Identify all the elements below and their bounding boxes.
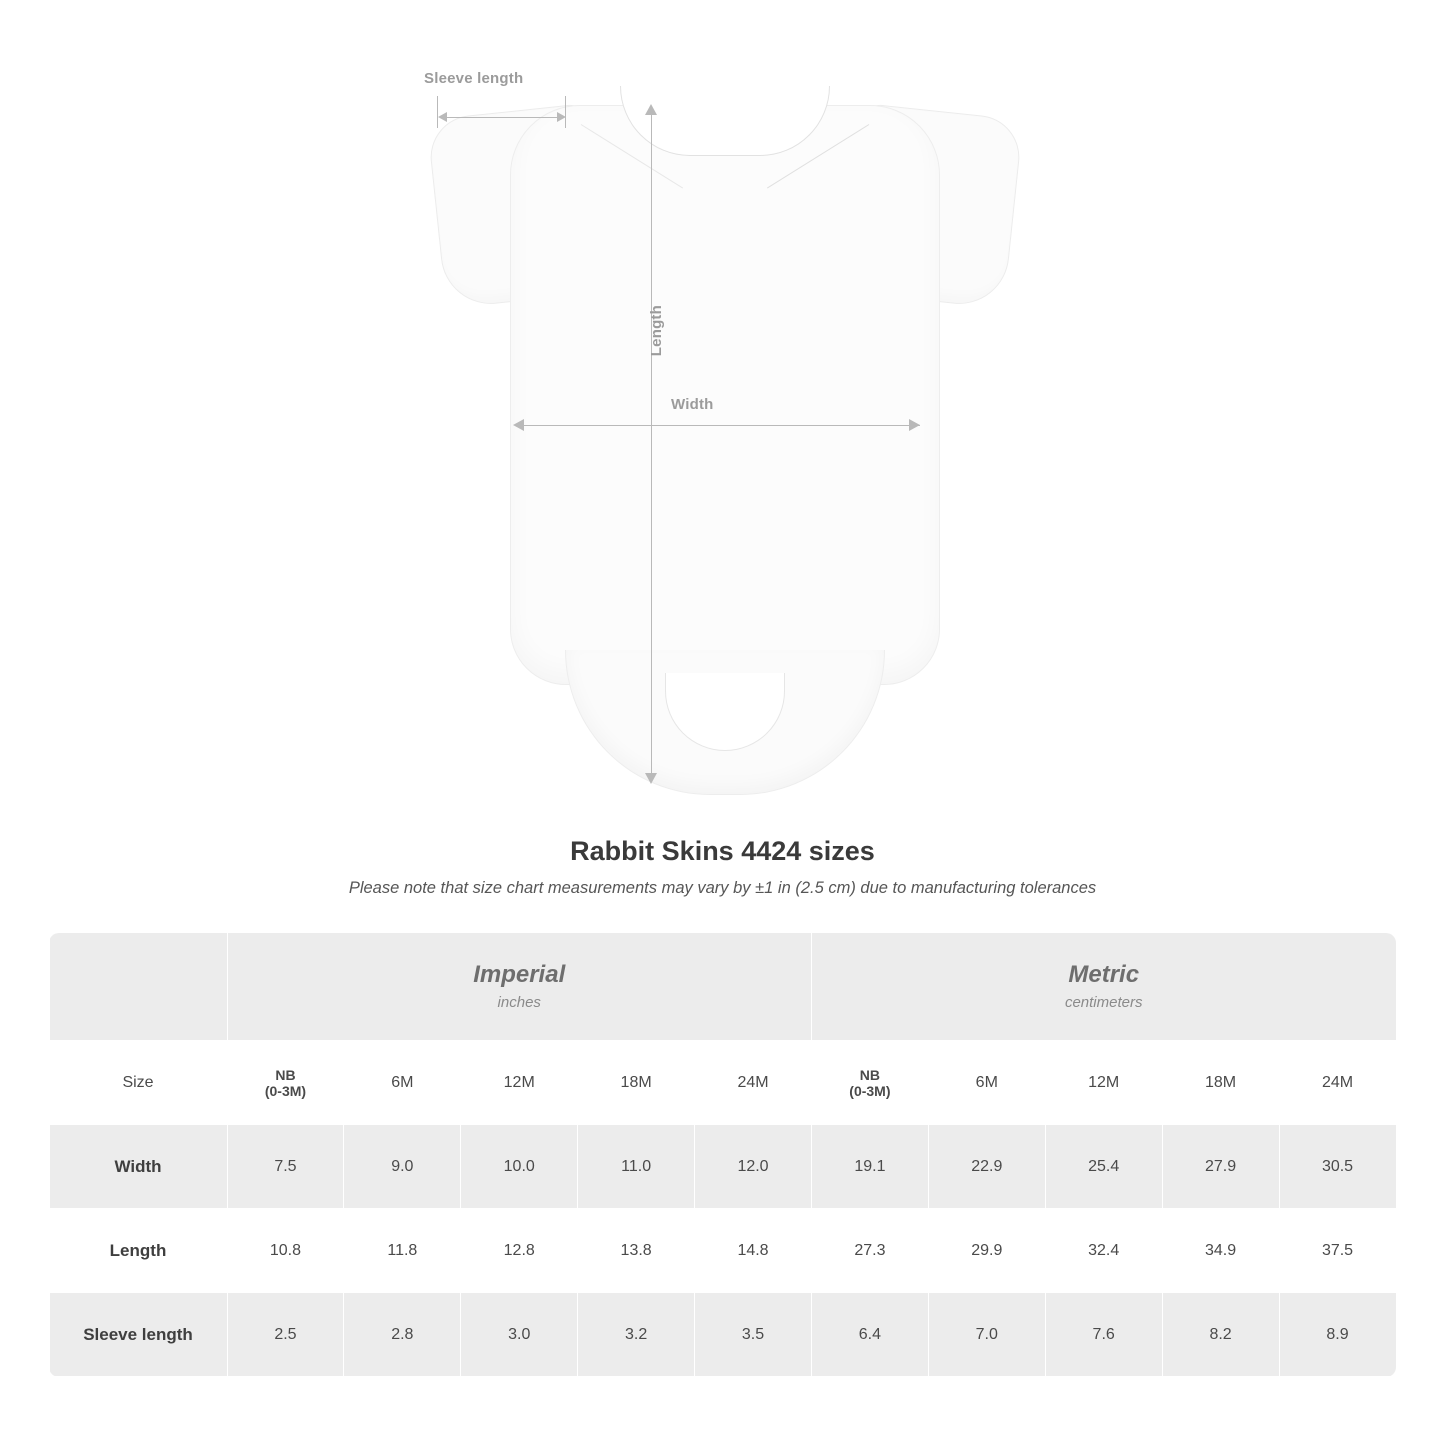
table-row — [49, 1293, 1396, 1377]
column-header-row — [49, 1041, 1396, 1125]
cell-length-0: 10.8 — [227, 1209, 344, 1293]
header-col-5 — [811, 1041, 928, 1125]
unit-group-imperial — [227, 933, 811, 1041]
row-measure-sleeve-length: Sleeve length — [49, 1293, 227, 1377]
cell-sleeve-4: 3.5 — [695, 1293, 812, 1377]
cell-width-9: 30.5 — [1279, 1125, 1396, 1209]
unit-group-imperial-sub: inches — [497, 993, 541, 1011]
cell-length-7: 32.4 — [1045, 1209, 1162, 1293]
width-measure-line — [520, 425, 920, 426]
cell-length-3: 13.8 — [578, 1209, 695, 1293]
cell-width-3: 11.0 — [578, 1125, 695, 1209]
cell-sleeve-8: 8.2 — [1162, 1293, 1279, 1377]
cell-width-0: 7.5 — [227, 1125, 344, 1209]
header-col-9: 24M — [1279, 1041, 1396, 1125]
unit-group-metric — [811, 933, 1396, 1041]
cell-width-1: 9.0 — [344, 1125, 461, 1209]
header-col-0-label: NB — [275, 1066, 296, 1083]
cell-length-2: 12.8 — [461, 1209, 578, 1293]
header-col-6: 6M — [928, 1041, 1045, 1125]
row-measure-length: Length — [49, 1209, 227, 1293]
width-arrow-left-icon — [513, 419, 524, 431]
header-col-8: 18M — [1162, 1041, 1279, 1125]
unit-group-spacer — [49, 933, 227, 1041]
header-col-5-sublabel: (0-3M) — [849, 1082, 891, 1099]
unit-group-metric-sub: centimeters — [1064, 993, 1143, 1011]
sleeve-arrow-left-icon — [438, 112, 447, 122]
header-size-label: Size — [49, 1041, 227, 1125]
header-col-0 — [227, 1041, 344, 1125]
cell-sleeve-2: 3.0 — [461, 1293, 578, 1377]
cell-sleeve-0: 2.5 — [227, 1293, 344, 1377]
tolerance-note: Please note that size chart measurements may vary by ±1 in (2.5 cm) due to manufacturing tolerances — [348, 879, 1097, 897]
cell-length-4: 14.8 — [695, 1209, 812, 1293]
sleeve-length-label: Sleeve length — [424, 70, 524, 87]
header-col-0-sublabel: (0-3M) — [264, 1082, 307, 1099]
cell-sleeve-1: 2.8 — [344, 1293, 461, 1377]
unit-group-metric-name: Metric — [1068, 961, 1140, 989]
cell-width-8: 27.9 — [1162, 1125, 1279, 1209]
unit-group-row — [49, 933, 1396, 1041]
cell-width-4: 12.0 — [695, 1125, 812, 1209]
sleeve-arrow-right-icon — [557, 112, 566, 122]
chart-caption — [0, 836, 1445, 898]
table-row — [49, 1125, 1396, 1209]
page-title: Rabbit Skins 4424 sizes — [570, 836, 875, 866]
cell-width-6: 22.9 — [928, 1125, 1045, 1209]
size-chart-table — [49, 932, 1397, 1377]
sleeve-measure-line — [440, 117, 564, 118]
cell-length-1: 11.8 — [344, 1209, 461, 1293]
length-arrow-up-icon — [645, 104, 657, 115]
length-arrow-down-icon — [645, 773, 657, 784]
cell-length-6: 29.9 — [928, 1209, 1045, 1293]
unit-group-imperial-name: Imperial — [473, 961, 566, 989]
cell-sleeve-7: 7.6 — [1045, 1293, 1162, 1377]
header-col-4: 24M — [695, 1041, 812, 1125]
table-row — [49, 1209, 1396, 1293]
cell-length-8: 34.9 — [1162, 1209, 1279, 1293]
cell-sleeve-3: 3.2 — [578, 1293, 695, 1377]
width-arrow-right-icon — [909, 419, 920, 431]
width-label: Width — [671, 396, 714, 413]
header-col-3: 18M — [578, 1041, 695, 1125]
bodysuit-graphic — [430, 95, 1020, 785]
size-chart-table-wrapper — [49, 932, 1397, 1377]
header-col-7: 12M — [1045, 1041, 1162, 1125]
cell-sleeve-5: 6.4 — [811, 1293, 928, 1377]
cell-sleeve-6: 7.0 — [928, 1293, 1045, 1377]
row-measure-width: Width — [49, 1125, 227, 1209]
cell-width-7: 25.4 — [1045, 1125, 1162, 1209]
header-col-2: 12M — [461, 1041, 578, 1125]
cell-width-5: 19.1 — [811, 1125, 928, 1209]
length-measure-line — [651, 110, 652, 780]
cell-length-9: 37.5 — [1279, 1209, 1396, 1293]
bodysuit-body-shape — [510, 105, 940, 685]
cell-length-5: 27.3 — [811, 1209, 928, 1293]
length-label: Length — [648, 305, 665, 357]
cell-sleeve-9: 8.9 — [1279, 1293, 1396, 1377]
header-col-1: 6M — [344, 1041, 461, 1125]
header-col-5-label: NB — [859, 1066, 881, 1083]
cell-width-2: 10.0 — [461, 1125, 578, 1209]
